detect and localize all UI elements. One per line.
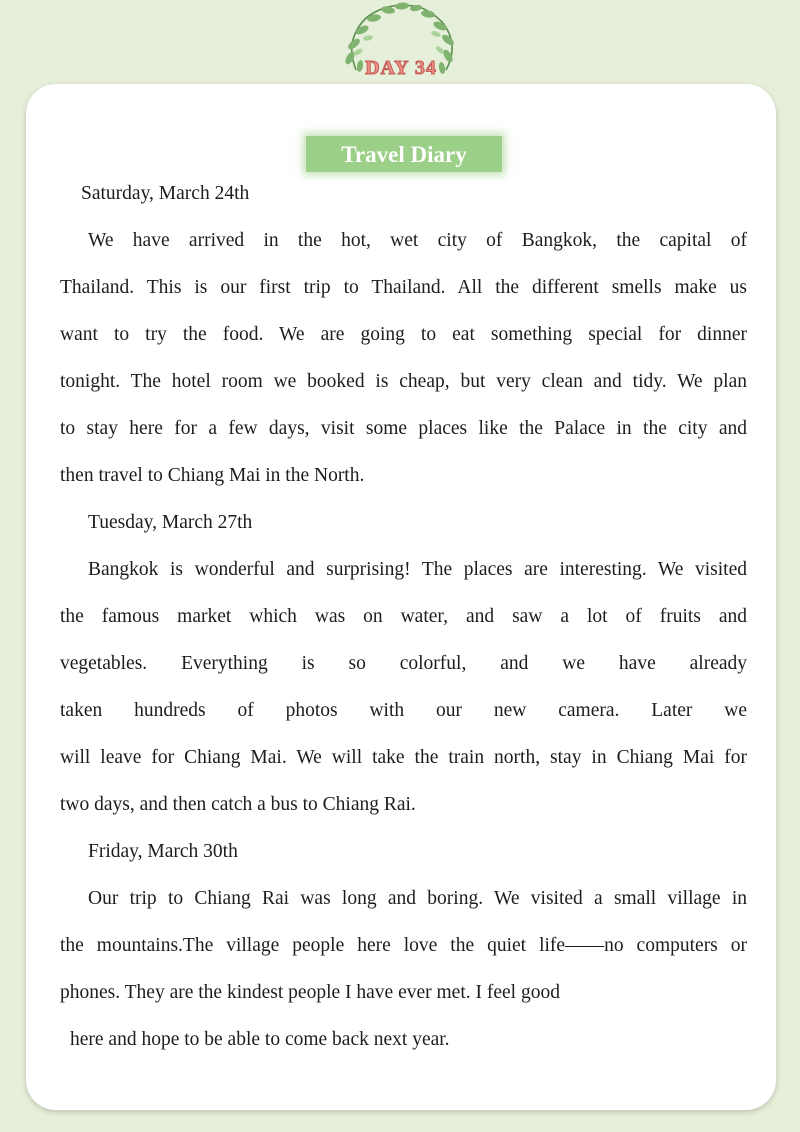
page-title: Travel Diary	[306, 136, 502, 172]
diary-text-line: then travel to Chiang Mai in the North.	[60, 465, 365, 486]
diary-date: Tuesday, March 27th	[88, 512, 253, 533]
diary-text-line: will leave for Chiang Mai. We will take the train north, stay in Chiang Mai for	[60, 747, 747, 768]
diary-date: Saturday, March 24th	[81, 183, 250, 204]
diary-date: Friday, March 30th	[88, 841, 238, 862]
diary-text-line: want to try the food. We are going to eat something special for dinner	[60, 324, 747, 345]
diary-text-line: phones. They are the kindest people I have ever met. I feel good	[60, 982, 560, 1003]
diary-text-line: We have arrived in the hot, wet city of Bangkok, the capital of	[88, 230, 747, 251]
diary-text-line: Our trip to Chiang Rai was long and boring. We visited a small village in	[88, 888, 747, 909]
diary-text-line: to stay here for a few days, visit some places like the Palace in the city and	[60, 418, 747, 439]
diary-text-line: taken hundreds of photos with our new camera. Later we	[60, 700, 747, 721]
diary-text-line: Thailand. This is our first trip to Thailand. All the different smells make us	[60, 277, 747, 298]
diary-text-line: tonight. The hotel room we booked is cheap, but very clean and tidy. We plan	[60, 371, 747, 392]
diary-text-line: the mountains.The village people here love the quiet life——no computers or	[60, 935, 747, 956]
diary-text-line: vegetables. Everything is so colorful, and we have already	[60, 653, 747, 674]
diary-text-line: the famous market which was on water, and saw a lot of fruits and	[60, 606, 747, 627]
diary-text-line: two days, and then catch a bus to Chiang Rai.	[60, 794, 416, 815]
day-badge-label: DAY 34	[365, 57, 437, 79]
day-badge	[336, 0, 466, 88]
diary-text-line: here and hope to be able to come back next year.	[70, 1029, 450, 1050]
diary-text-line: Bangkok is wonderful and surprising! The places are interesting. We visited	[88, 559, 747, 580]
